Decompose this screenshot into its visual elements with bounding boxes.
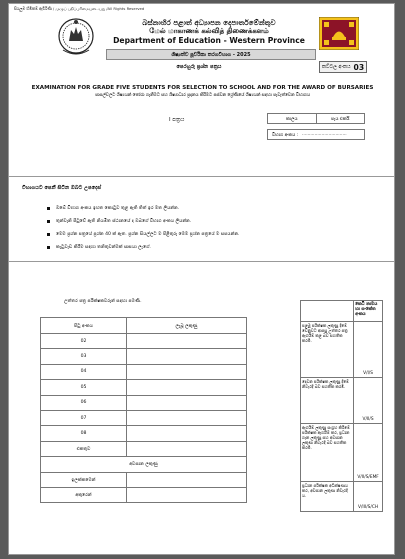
exam-paper-page [8, 3, 395, 555]
table-row [41, 426, 247, 441]
set-code-value: 03 [353, 62, 365, 72]
table-row [41, 410, 247, 425]
examiner-codes-table [300, 300, 383, 512]
marks-cell[interactable] [127, 380, 247, 395]
marks-table [40, 317, 247, 503]
exam-banner: ශිෂ්‍යත්ව පූර්විකා තරගවිභාග - 2025 [106, 49, 316, 60]
department-name-tamil: மேல் மாகாணக் கல்வித் திணைக்களம் [149, 27, 269, 35]
department-name-sinhala: බස්නාහිර පළාත් අධ්‍යාපන දෙපාර්තමේන්තුව [142, 18, 276, 27]
table-row [301, 424, 383, 482]
table-row [41, 441, 247, 456]
time-label: කාලය [285, 116, 298, 122]
page-number-header: පිටු අංකය [41, 318, 127, 334]
western-province-flag-icon [319, 17, 359, 50]
table-row [41, 364, 247, 379]
bullet-icon [47, 207, 50, 210]
in-figures-label: ඉලක්කමෙන් [41, 472, 127, 487]
marks-cell[interactable] [127, 349, 247, 364]
page-number: 05 [41, 380, 127, 395]
time-box [267, 113, 365, 124]
instruction-item: මෙම ප්‍රශ්න පත්‍රයේ ප්‍රශ්න 40 ක් ඇත. ප්‍රශ්න සියල්ලට ම පිළිතුරු මෙම ප්‍රශ්න පත්‍රයේ ම සපයන්න. [47, 231, 367, 237]
examiner-code: V/II/S [354, 378, 383, 424]
instruction-item: කැටුවැඩ කිරීම සඳහා තනිතුවන්මක් සෘපයා ලැගේ. [47, 244, 367, 250]
examiner-description: ප්‍රධාන පරීක්ෂක අධීක්ෂණය කර, අවසාන ලකුණ නිවැරදි ය. [301, 482, 354, 512]
divider [9, 176, 394, 177]
table-row [41, 395, 247, 410]
page-number: 07 [41, 410, 127, 425]
page-number: 03 [41, 349, 127, 364]
page-number: 08 [41, 426, 127, 441]
instruction-item: තුන්වැනි පිටුවේ ඇති නියමිත ස්ථානයේ ද ඔබගේ විභාග අංකය ලියන්න. [47, 218, 367, 224]
set-code-label: කට්ටල අංකය [321, 64, 351, 70]
examiner-note: උත්තර පත්‍ර පරීක්ෂකවරුන් සඳහා පමණි. [64, 299, 142, 304]
paper-part: I පත්‍රය [169, 117, 185, 123]
bullet-icon [47, 220, 50, 223]
table-header-row [41, 318, 247, 334]
table-row [301, 378, 383, 424]
set-code-box [319, 61, 367, 73]
table-row [301, 482, 383, 512]
examiner-description: ඇගයීම් ලකුණු සංග්‍රහ කිරීමේ පරීක්ෂක ඇගයීම් කර, ප්‍රධාන ගැන ලකුණු සහ අවසාන ලකුණ නිවැරදි බව සහතික කරමි. [301, 424, 354, 482]
index-number-label: විභාග අංකය : [272, 132, 299, 138]
final-marks-label: අවසාන ලකුණු [41, 457, 247, 472]
examiner-description: පළමු පරීක්ෂක ලකුණු දීමේ වෙනුවට ආපසු උත්තර පත්‍ර ඇගයීම් කළ බව සහතික කරමි. [301, 322, 354, 378]
table-row [41, 457, 247, 472]
table-row [41, 380, 247, 395]
table-row [41, 334, 247, 349]
divider [9, 261, 394, 262]
examiner-code: V/I/S [354, 322, 383, 378]
examiner-description: දෙවන පරීක්ෂක ලකුණු දීමේ නිවැරදි බව සහතික කරමි. [301, 378, 354, 424]
total-cell[interactable] [127, 441, 247, 456]
marks-header: ලැබූ ලකුණු [127, 318, 247, 334]
bullet-icon [47, 233, 50, 236]
in-words-label: අකුරෙන් [41, 487, 127, 502]
marks-cell[interactable] [127, 395, 247, 410]
table-row [301, 322, 383, 378]
table-row [41, 472, 247, 487]
table-row [41, 487, 247, 502]
instruction-item: ඔබේ විභාග අංකය ඉහත කොටුව තුළ ඇති තිත් ඉර මත ලියන්න. [47, 205, 367, 211]
table-row [41, 349, 247, 364]
marks-cell[interactable] [127, 410, 247, 425]
paper-type: පෙරහුරු ප්‍රශ්න පත්‍රය [176, 64, 222, 70]
exam-title-english: EXAMINATION FOR GRADE FIVE STUDENTS FOR SELECTION TO SCHOOL AND FOR THE AWARD OF BURSARIES [31, 85, 374, 91]
bullet-icon [47, 246, 50, 249]
in-words-cell[interactable] [127, 487, 247, 502]
page-number: 02 [41, 334, 127, 349]
exam-title-sinhala: පාසල්වලට ශිෂ්‍යයන් තෝරා ගැනීමට සහ ශිෂ්‍යාධාර ප්‍රදානය කිරීමට පස්වන ශ්‍රේණියේ ශිෂ්‍යයන් සඳහා පැවැත්වෙන විභාගය [95, 93, 310, 98]
time-value: පැය එකයි [316, 114, 365, 123]
marks-cell[interactable] [127, 426, 247, 441]
examiner-code: V/III/S/CH [354, 482, 383, 512]
marks-cell[interactable] [127, 364, 247, 379]
index-number-field[interactable]: ................................ [302, 132, 347, 137]
page-number: 06 [41, 395, 127, 410]
in-figures-cell[interactable] [127, 472, 247, 487]
instructions-title: විභාගයට පෙනී සිටින ඔබට උපදෙස් [22, 185, 102, 191]
sri-lanka-emblem-icon [57, 16, 95, 58]
codes-header: කෙටි නාමය හා සංකේත අංකය [354, 301, 383, 322]
index-number-box [267, 129, 365, 140]
marks-cell[interactable] [127, 334, 247, 349]
table-header-row [301, 301, 383, 322]
department-name-english: Department of Education - Western Province [113, 36, 305, 45]
examiner-code: V/II/S/EMF [354, 424, 383, 482]
total-label: එකතුව [41, 441, 127, 456]
copyright-notice: සියලුම හිමිකම් ඇවිරිණි / முழுப் பதிப்புரிமையுடையது /All Rights Reserved [14, 6, 145, 11]
page-number: 04 [41, 364, 127, 379]
